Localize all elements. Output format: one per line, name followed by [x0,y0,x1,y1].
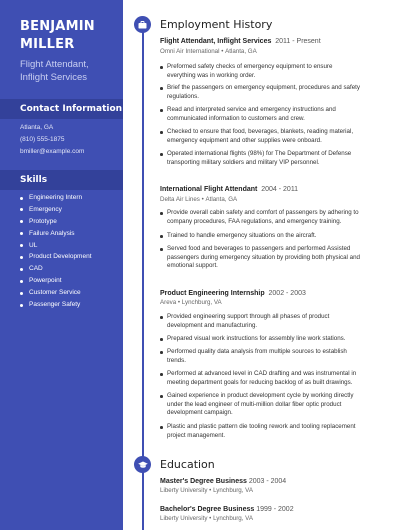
bullet-icon [160,248,163,251]
contact-email[interactable]: bmiller@example.com [20,148,85,155]
education-dates: 1999 - 2002 [256,506,294,513]
skill-label: Passenger Safety [29,301,81,309]
job-bullet [160,150,375,167]
bullet-icon [20,292,23,295]
education-school: Liberty University [160,487,208,494]
job-bullet [160,63,375,80]
bullet-icon [20,244,23,247]
job-bullet-line: Provided engineering support through all phases of product [167,313,330,320]
job-bullet-list [160,150,375,167]
job-bullet-line: under the lead engineer of multi-million dollar fiber optic product [167,400,342,408]
separator-dot: • [207,487,214,494]
candidate-title: Flight Attendant, Inflight Services [20,59,89,83]
job-bullet [160,392,375,418]
job-company: Delta Air Lines [160,196,200,203]
bullet-icon [160,212,163,215]
bullet-icon [20,208,23,211]
education-dates: 2003 - 2004 [248,478,287,485]
bullet-icon [160,316,163,319]
job-title-line [160,289,306,298]
job-bullet-list [160,128,375,145]
job-bullet [160,106,375,123]
education-title-line [160,505,294,514]
job-bullet-line: emotional support. [167,262,218,270]
education-school: Liberty University [160,515,208,522]
sidebar [0,0,123,530]
job-bullet-line: Operated international flights (98%) for The Department of Defense [167,150,352,157]
job-bullet-list [160,392,375,418]
job-bullet-line: Plastic and plastic pattern die tooling rework and tooling replacement [167,423,356,430]
job-bullet-line: Prepared visual work instructions for assembly line work stations. [167,335,346,342]
candidate-name: BENJAMIN MILLER [20,19,95,52]
bullet-icon [160,351,163,354]
separator-dot: • [207,515,214,522]
job-bullet-line: emergency equipment and other supplies were onboard. [167,136,322,144]
job-bullet-list [160,335,375,344]
job-bullet-list [160,313,375,330]
education-meta [160,515,253,523]
job-location: Atlanta, GA [205,196,238,203]
skills-heading: Skills [20,175,48,185]
job-bullet-line: regulations. [167,92,199,100]
job-meta [160,48,257,56]
job-meta [160,196,237,204]
job-dates: 2004 - 2011 [261,186,299,193]
job-bullet-line: Performed at advanced level in CAD drafting and was instrumental in [167,370,357,377]
job-bullet-line: project management. [167,431,226,439]
job-bullet-line: Read and interpreted service and emergency instructions and [167,106,336,113]
skill-label: Engineering Intern [29,194,83,201]
separator-dot: • [219,48,226,55]
skill-item [20,192,92,204]
skill-item [20,251,92,263]
job-company: Areva [160,299,177,306]
skill-label: Powerpoint [29,277,62,285]
skills-list [20,192,92,311]
job-bullet [160,370,375,387]
job-bullet-list [160,423,375,440]
job-bullet-line: Provide overall cabin safety and comfort of passengers by adhering to [167,209,359,216]
job-bullet-line: communicated information to customers and crew. [167,114,305,122]
job-bullet-line: Preformed safety checks of emergency equipment to ensure [167,63,333,70]
skill-label: UL [29,241,38,249]
job-title-line [160,37,321,46]
bullet-icon [160,109,163,112]
bullet-icon [160,395,163,398]
skill-item [20,240,92,252]
education-degree: Bachelor's Degree Business [160,506,255,513]
job-bullet-line: Gained experience in product development cycle by working directly [167,392,354,399]
job-bullet-line: everything was in working order. [167,71,256,79]
job-bullet [160,313,375,330]
job-bullet-line: Performed quality data analysis from multiple sources to establish [167,348,347,355]
bullet-icon [160,338,163,341]
job-title-line [160,185,298,194]
job-bullet-line: development and manufacturing. [167,321,258,329]
skill-item [20,287,92,299]
job-bullet [160,245,375,271]
education-title-line [160,477,286,486]
education-meta [160,487,253,495]
job-bullet-list [160,63,375,80]
bullet-icon [160,153,163,156]
job-bullet [160,423,375,440]
bullet-icon [20,232,23,235]
bullet-icon [20,280,23,283]
job-bullet-list [160,84,375,101]
job-bullet-line: Served food and beverages to passengers and performed Assisted [167,245,351,252]
job-bullet-line: company procedures, FAA regulations, and emergency training. [167,217,342,225]
skill-label: Prototype [29,217,57,225]
bullet-icon [160,66,163,69]
job-bullet-line: meeting department goals for reducing backlog of as built drawings. [167,378,353,386]
skill-label: Product Development [29,253,92,261]
job-bullet-line: passengers during emergency situation by providing both physical and [167,253,360,261]
skill-item [20,275,92,287]
job-company: Omni Air International [160,48,220,55]
skill-item [20,299,92,311]
education-location: Lynchburg, VA [213,515,253,522]
job-bullet [160,232,375,241]
bullet-icon [20,304,23,307]
job-bullet-list [160,232,375,241]
job-bullet [160,209,375,226]
separator-dot: • [176,299,182,306]
bullet-icon [20,268,23,271]
contact-phone: (810) 555-1875 [20,136,65,143]
skill-item [20,228,92,240]
job-bullet-line: Brief the passengers on emergency equipment, procedures and safety [167,84,360,91]
education-degree: Master's Degree Business [160,478,247,485]
bullet-icon [160,87,163,90]
employment-heading: Employment History [160,18,273,31]
bullet-icon [160,426,163,429]
graduation-cap-icon [134,456,151,473]
job-dates: 2002 - 2003 [268,290,306,297]
job-bullet-list [160,209,375,226]
skill-label: Customer Service [29,289,81,297]
briefcase-icon [134,16,151,33]
contact-city: Atlanta, GA [20,124,54,131]
job-dates: 2011 - Present [275,38,321,45]
separator-dot: • [199,196,206,203]
job-bullet-line: Trained to handle emergency situations on the aircraft. [167,232,317,239]
bullet-icon [160,131,163,134]
bullet-icon [20,220,23,223]
job-location: Lynchburg, VA [181,299,222,306]
bullet-icon [160,373,163,376]
job-bullet-line: Checked to ensure that food, beverages, blankets, reading material, [167,128,354,135]
job-bullet-list [160,245,375,271]
skill-item [20,216,92,228]
job-title: International Flight Attendant [160,186,258,193]
job-location: Atlanta, GA [225,48,257,55]
job-title: Product Engineering Internship [160,290,265,297]
skill-item [20,204,92,216]
skills-heading-band [0,170,123,190]
bullet-icon [20,256,23,259]
skill-label: Emergency [29,205,62,213]
education-heading: Education [160,458,215,471]
bullet-icon [20,197,23,200]
job-bullet [160,335,375,344]
job-bullet [160,84,375,101]
education-location: Lynchburg, VA [213,487,253,494]
skill-label: Failure Analysis [29,229,75,237]
skill-item [20,263,92,275]
job-bullet-line: transporting military soldiers and military VIP personnel. [167,158,320,166]
contact-heading: Contact Information [20,104,123,114]
skill-label: CAD [29,265,43,273]
job-bullet-list [160,106,375,123]
timeline-line [142,28,144,530]
job-bullet [160,348,375,365]
bullet-icon [160,235,163,238]
job-bullet-line: development campaign. [167,409,233,417]
job-bullet-list [160,370,375,387]
job-meta [160,299,222,307]
job-bullet-line: trends. [167,356,186,364]
job-bullet-list [160,348,375,365]
job-bullet [160,128,375,145]
job-title: Flight Attendant, Inflight Services [160,38,272,45]
